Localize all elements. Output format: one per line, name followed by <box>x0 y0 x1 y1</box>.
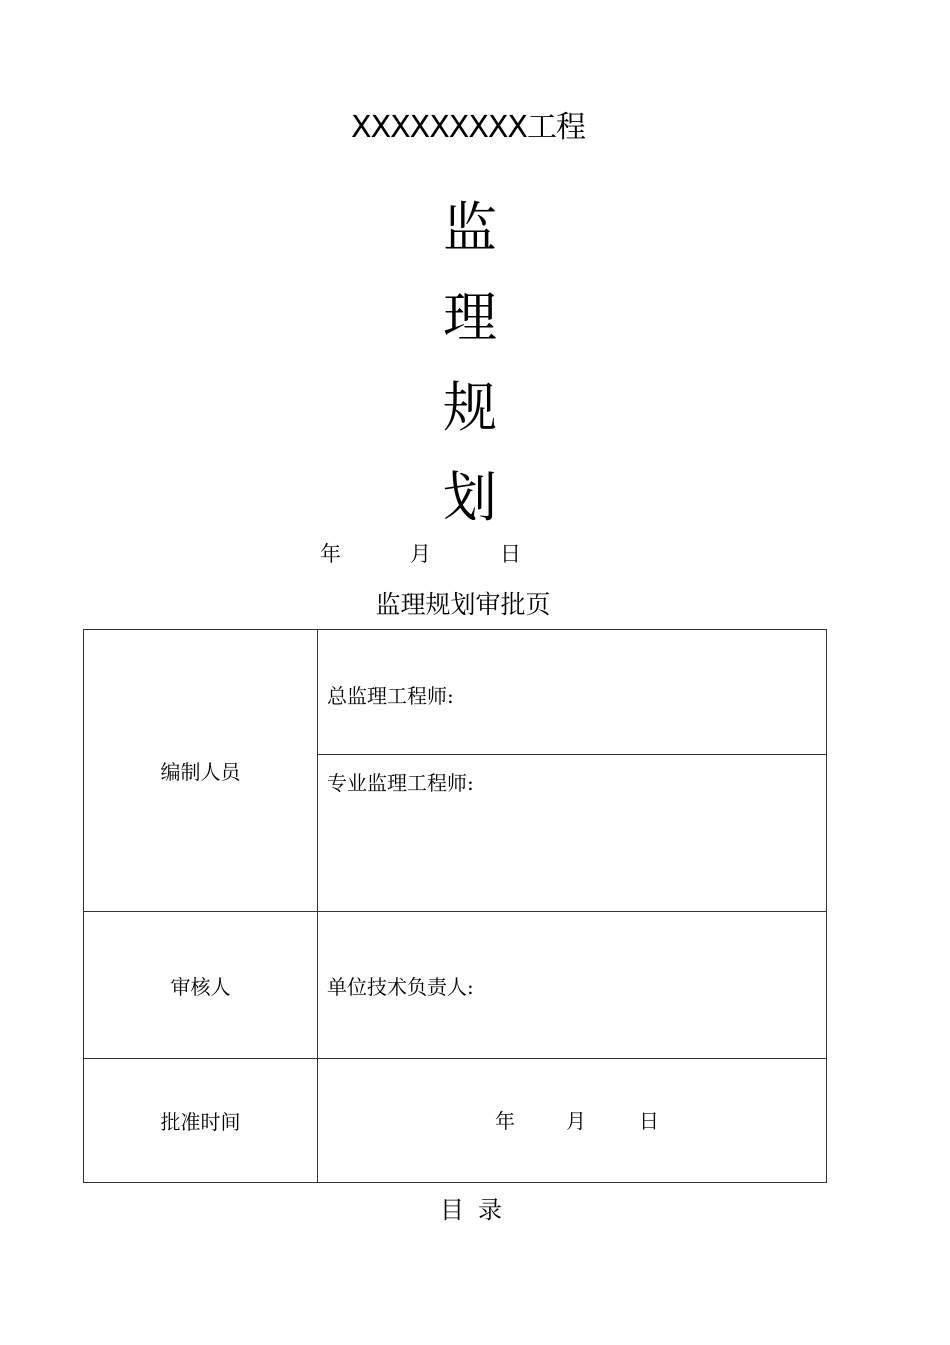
compilers-label: 编制人员 <box>84 630 318 912</box>
title-char-3: 规 <box>443 376 497 439</box>
project-name: XXXXXXXXX工程 <box>351 110 585 145</box>
table-row <box>84 630 827 755</box>
table-row <box>84 1059 827 1183</box>
cover-date-day: 日 <box>500 542 521 566</box>
reviewer-label: 审核人 <box>84 912 318 1059</box>
approval-date-year: 年 <box>495 1108 515 1133</box>
approval-date-day: 日 <box>639 1108 659 1133</box>
approval-page-heading: 监理规划审批页 <box>375 590 551 619</box>
table-row <box>84 912 827 1059</box>
approval-table <box>83 629 827 1183</box>
title-char-2: 理 <box>443 286 497 349</box>
approval-date-month: 月 <box>566 1108 586 1133</box>
table-of-contents-heading: 目录 <box>440 1196 516 1224</box>
document-title <box>420 183 520 543</box>
chief-engineer-field: 总监理工程师: <box>318 630 827 755</box>
cover-date-year: 年 <box>320 542 341 566</box>
approval-time-label: 批准时间 <box>84 1059 318 1183</box>
title-char-1: 监 <box>443 196 497 259</box>
specialist-engineer-field: 专业监理工程师: <box>318 755 827 912</box>
technical-lead-field: 单位技术负责人: <box>318 912 827 1059</box>
cover-date-month: 月 <box>410 542 431 566</box>
title-char-4: 划 <box>443 466 497 529</box>
approval-date-field <box>318 1059 827 1183</box>
